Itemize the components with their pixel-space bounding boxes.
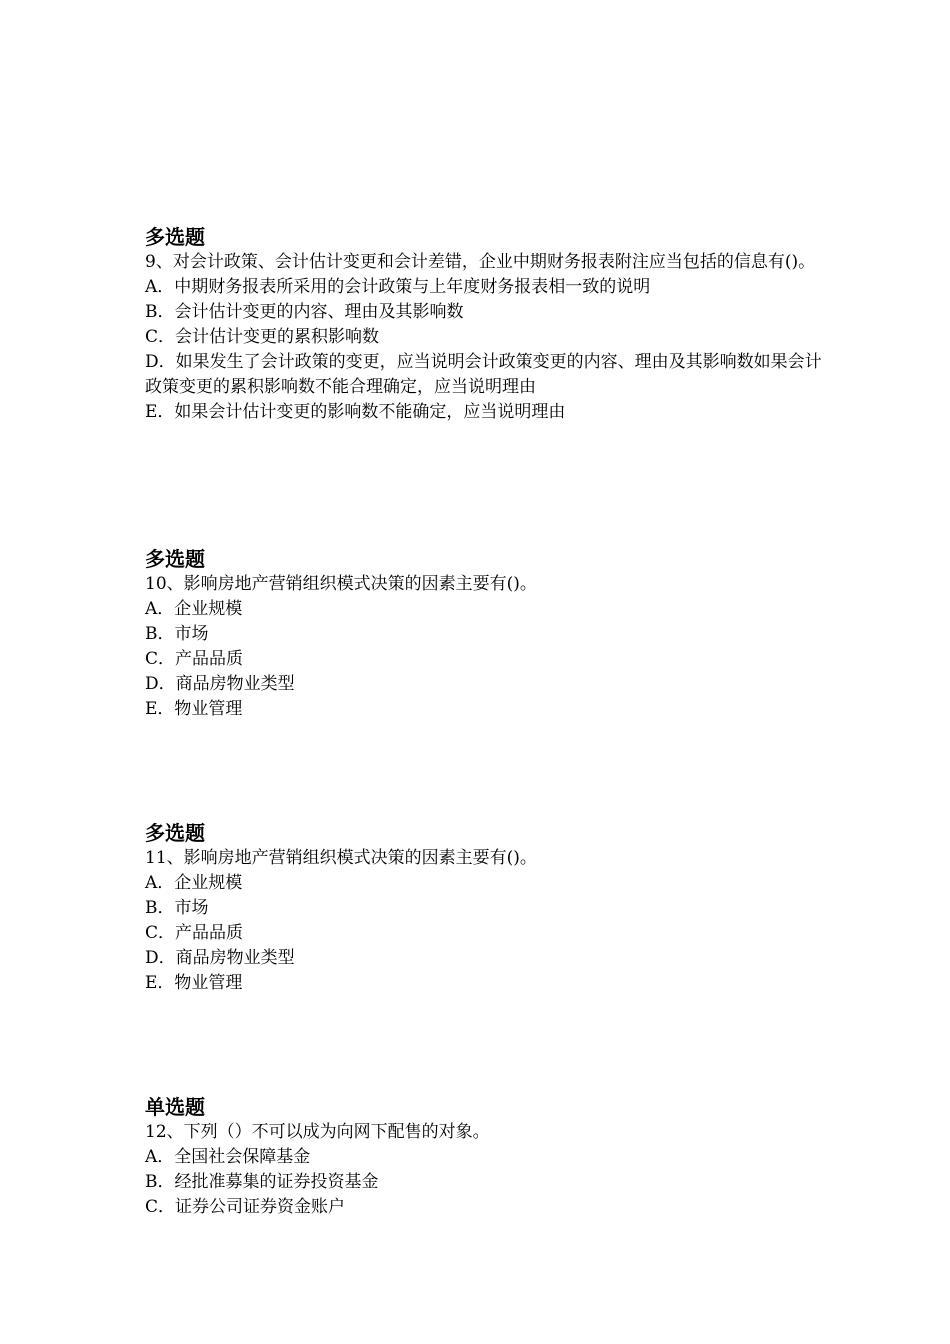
option-b: B．市场 bbox=[145, 624, 209, 644]
question-stem: 11、影响房地产营销组织模式决策的因素主要有()。 bbox=[145, 848, 537, 868]
option-a: A．全国社会保障基金 bbox=[145, 1147, 311, 1167]
option-d: D．如果发生了会计政策的变更，应当说明会计政策变更的内容、理由及其影响数如果会计政策变更的累积影响数不能合理确定，应当说明理由 bbox=[145, 352, 822, 397]
option-c: C．产品品质 bbox=[145, 923, 244, 943]
option-e: E．物业管理 bbox=[145, 699, 243, 719]
question-stem: 10、影响房地产营销组织模式决策的因素主要有()。 bbox=[145, 574, 537, 594]
option-b: B．会计估计变更的内容、理由及其影响数 bbox=[145, 302, 464, 322]
option-d: D．商品房物业类型 bbox=[145, 948, 295, 968]
question-type-label: 多选题 bbox=[145, 821, 205, 845]
option-a: A．企业规模 bbox=[145, 599, 243, 619]
question-stem: 9、对会计政策、会计估计变更和会计差错，企业中期财务报表附注应当包括的信息有()。 bbox=[145, 252, 816, 272]
question-12 bbox=[145, 1094, 825, 1220]
option-c: C．会计估计变更的累积影响数 bbox=[145, 327, 380, 347]
option-c: C．证券公司证券资金账户 bbox=[145, 1197, 346, 1217]
question-11 bbox=[145, 820, 825, 996]
option-a: A．企业规模 bbox=[145, 873, 243, 893]
option-d: D．商品房物业类型 bbox=[145, 674, 295, 694]
option-e: E．如果会计估计变更的影响数不能确定，应当说明理由 bbox=[145, 402, 566, 422]
option-b: B．市场 bbox=[145, 898, 209, 918]
option-a: A．中期财务报表所采用的会计政策与上年度财务报表相一致的说明 bbox=[145, 277, 651, 297]
question-type-label: 多选题 bbox=[145, 547, 205, 571]
option-b: B．经批准募集的证券投资基金 bbox=[145, 1172, 379, 1192]
question-10 bbox=[145, 546, 825, 722]
question-type-label: 单选题 bbox=[145, 1095, 205, 1119]
question-9 bbox=[145, 224, 825, 425]
question-stem: 12、下列（）不可以成为向网下配售的对象。 bbox=[145, 1122, 490, 1142]
option-c: C．产品品质 bbox=[145, 649, 244, 669]
option-e: E．物业管理 bbox=[145, 973, 243, 993]
question-type-label: 多选题 bbox=[145, 225, 205, 249]
